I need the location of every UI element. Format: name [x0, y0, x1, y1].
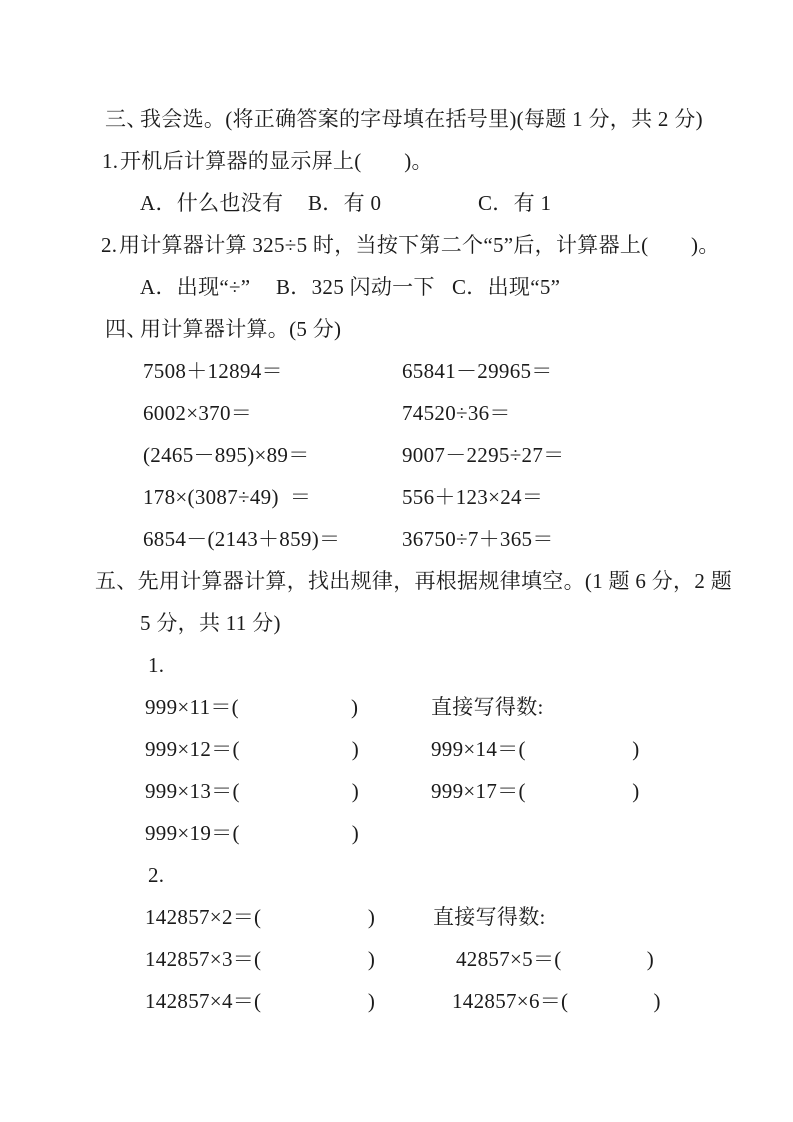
calc-expression-right-3: 9007－2295÷27＝	[402, 443, 565, 467]
calc-row-2	[0, 400, 793, 442]
item-1-number-line	[0, 652, 793, 694]
question-2-option-c: C．出现“5”	[452, 275, 561, 299]
pattern2-right-3: 142857×6＝( )	[452, 989, 661, 1013]
calc-expression-right-5: 36750÷7＋365＝	[402, 527, 554, 551]
calc-row-5	[0, 526, 793, 568]
item-2-number-line	[0, 862, 793, 904]
pattern1-row-2	[0, 736, 793, 778]
section-three-heading-text: 我会选。(将正确答案的字母填在括号里)(每题 1 分，共 2 分)	[140, 107, 703, 131]
question-1-options	[0, 190, 793, 232]
question-2-number: 2.	[101, 233, 118, 257]
item-2-number: 2.	[148, 863, 165, 887]
question-2-option-b: B．325 闪动一下	[276, 275, 435, 299]
worksheet-content	[0, 106, 793, 1030]
pattern2-row-2	[0, 946, 793, 988]
calc-expression-left-4: 178×(3087÷49) ＝	[143, 485, 312, 509]
pattern1-right-2: 999×14＝( )	[431, 737, 640, 761]
section-four-heading-text: 用计算器计算。(5 分)	[140, 317, 342, 341]
question-1-option-a: A．什么也没有	[140, 191, 284, 215]
question-2-stem: 用计算器计算 325÷5 时，当按下第二个“5”后，计算器上( )。	[119, 233, 720, 257]
section-three-heading	[0, 106, 793, 148]
section-four-heading-number: 四、	[105, 317, 148, 341]
calc-expression-left-2: 6002×370＝	[143, 401, 253, 425]
pattern1-left-2: 999×12＝( )	[145, 737, 360, 761]
pattern2-left-3: 142857×4＝( )	[145, 989, 376, 1013]
pattern1-row-4	[0, 820, 793, 862]
section-three-heading-number: 三、	[105, 107, 148, 131]
item-1-number: 1.	[148, 653, 165, 677]
calc-expression-right-4: 556＋123×24＝	[402, 485, 544, 509]
question-1-line	[0, 148, 793, 190]
pattern1-left-3: 999×13＝( )	[145, 779, 360, 803]
pattern2-row-3	[0, 988, 793, 1030]
pattern1-left-1: 999×11＝( )	[145, 695, 359, 719]
pattern2-right-2: 42857×5＝( )	[456, 947, 655, 971]
calc-expression-left-5: 6854－(2143＋859)＝	[143, 527, 341, 551]
pattern2-right-label: 直接写得数:	[433, 905, 546, 929]
question-2-option-a: A．出现“÷”	[140, 275, 251, 299]
pattern1-row-1	[0, 694, 793, 736]
question-1-option-b: B．有 0	[308, 191, 382, 215]
calc-expression-right-2: 74520÷36＝	[402, 401, 511, 425]
calc-row-1	[0, 358, 793, 400]
pattern1-row-3	[0, 778, 793, 820]
calc-row-3	[0, 442, 793, 484]
question-2-line	[0, 232, 793, 274]
calc-row-4	[0, 484, 793, 526]
section-five-heading-text-2: 5 分，共 11 分)	[140, 611, 281, 635]
pattern1-right-label: 直接写得数:	[431, 695, 544, 719]
pattern2-left-1: 142857×2＝( )	[145, 905, 376, 929]
section-four-heading	[0, 316, 793, 358]
section-five-heading-text-1: 五、先用计算器计算，找出规律，再根据规律填空。(1 题 6 分，2 题	[95, 569, 732, 593]
section-five-heading-line1	[0, 568, 793, 610]
calc-expression-right-1: 65841－29965＝	[402, 359, 553, 383]
pattern1-left-4: 999×19＝( )	[145, 821, 360, 845]
calc-expression-left-1: 7508＋12894＝	[143, 359, 283, 383]
question-2-options	[0, 274, 793, 316]
pattern1-right-3: 999×17＝( )	[431, 779, 640, 803]
question-1-option-c: C．有 1	[478, 191, 552, 215]
section-five-heading-line2	[0, 610, 793, 652]
pattern2-left-2: 142857×3＝( )	[145, 947, 376, 971]
question-1-number: 1.	[102, 149, 119, 173]
calc-expression-left-3: (2465－895)×89＝	[143, 443, 310, 467]
question-1-stem: 开机后计算器的显示屏上( )。	[120, 149, 433, 173]
pattern2-row-1	[0, 904, 793, 946]
